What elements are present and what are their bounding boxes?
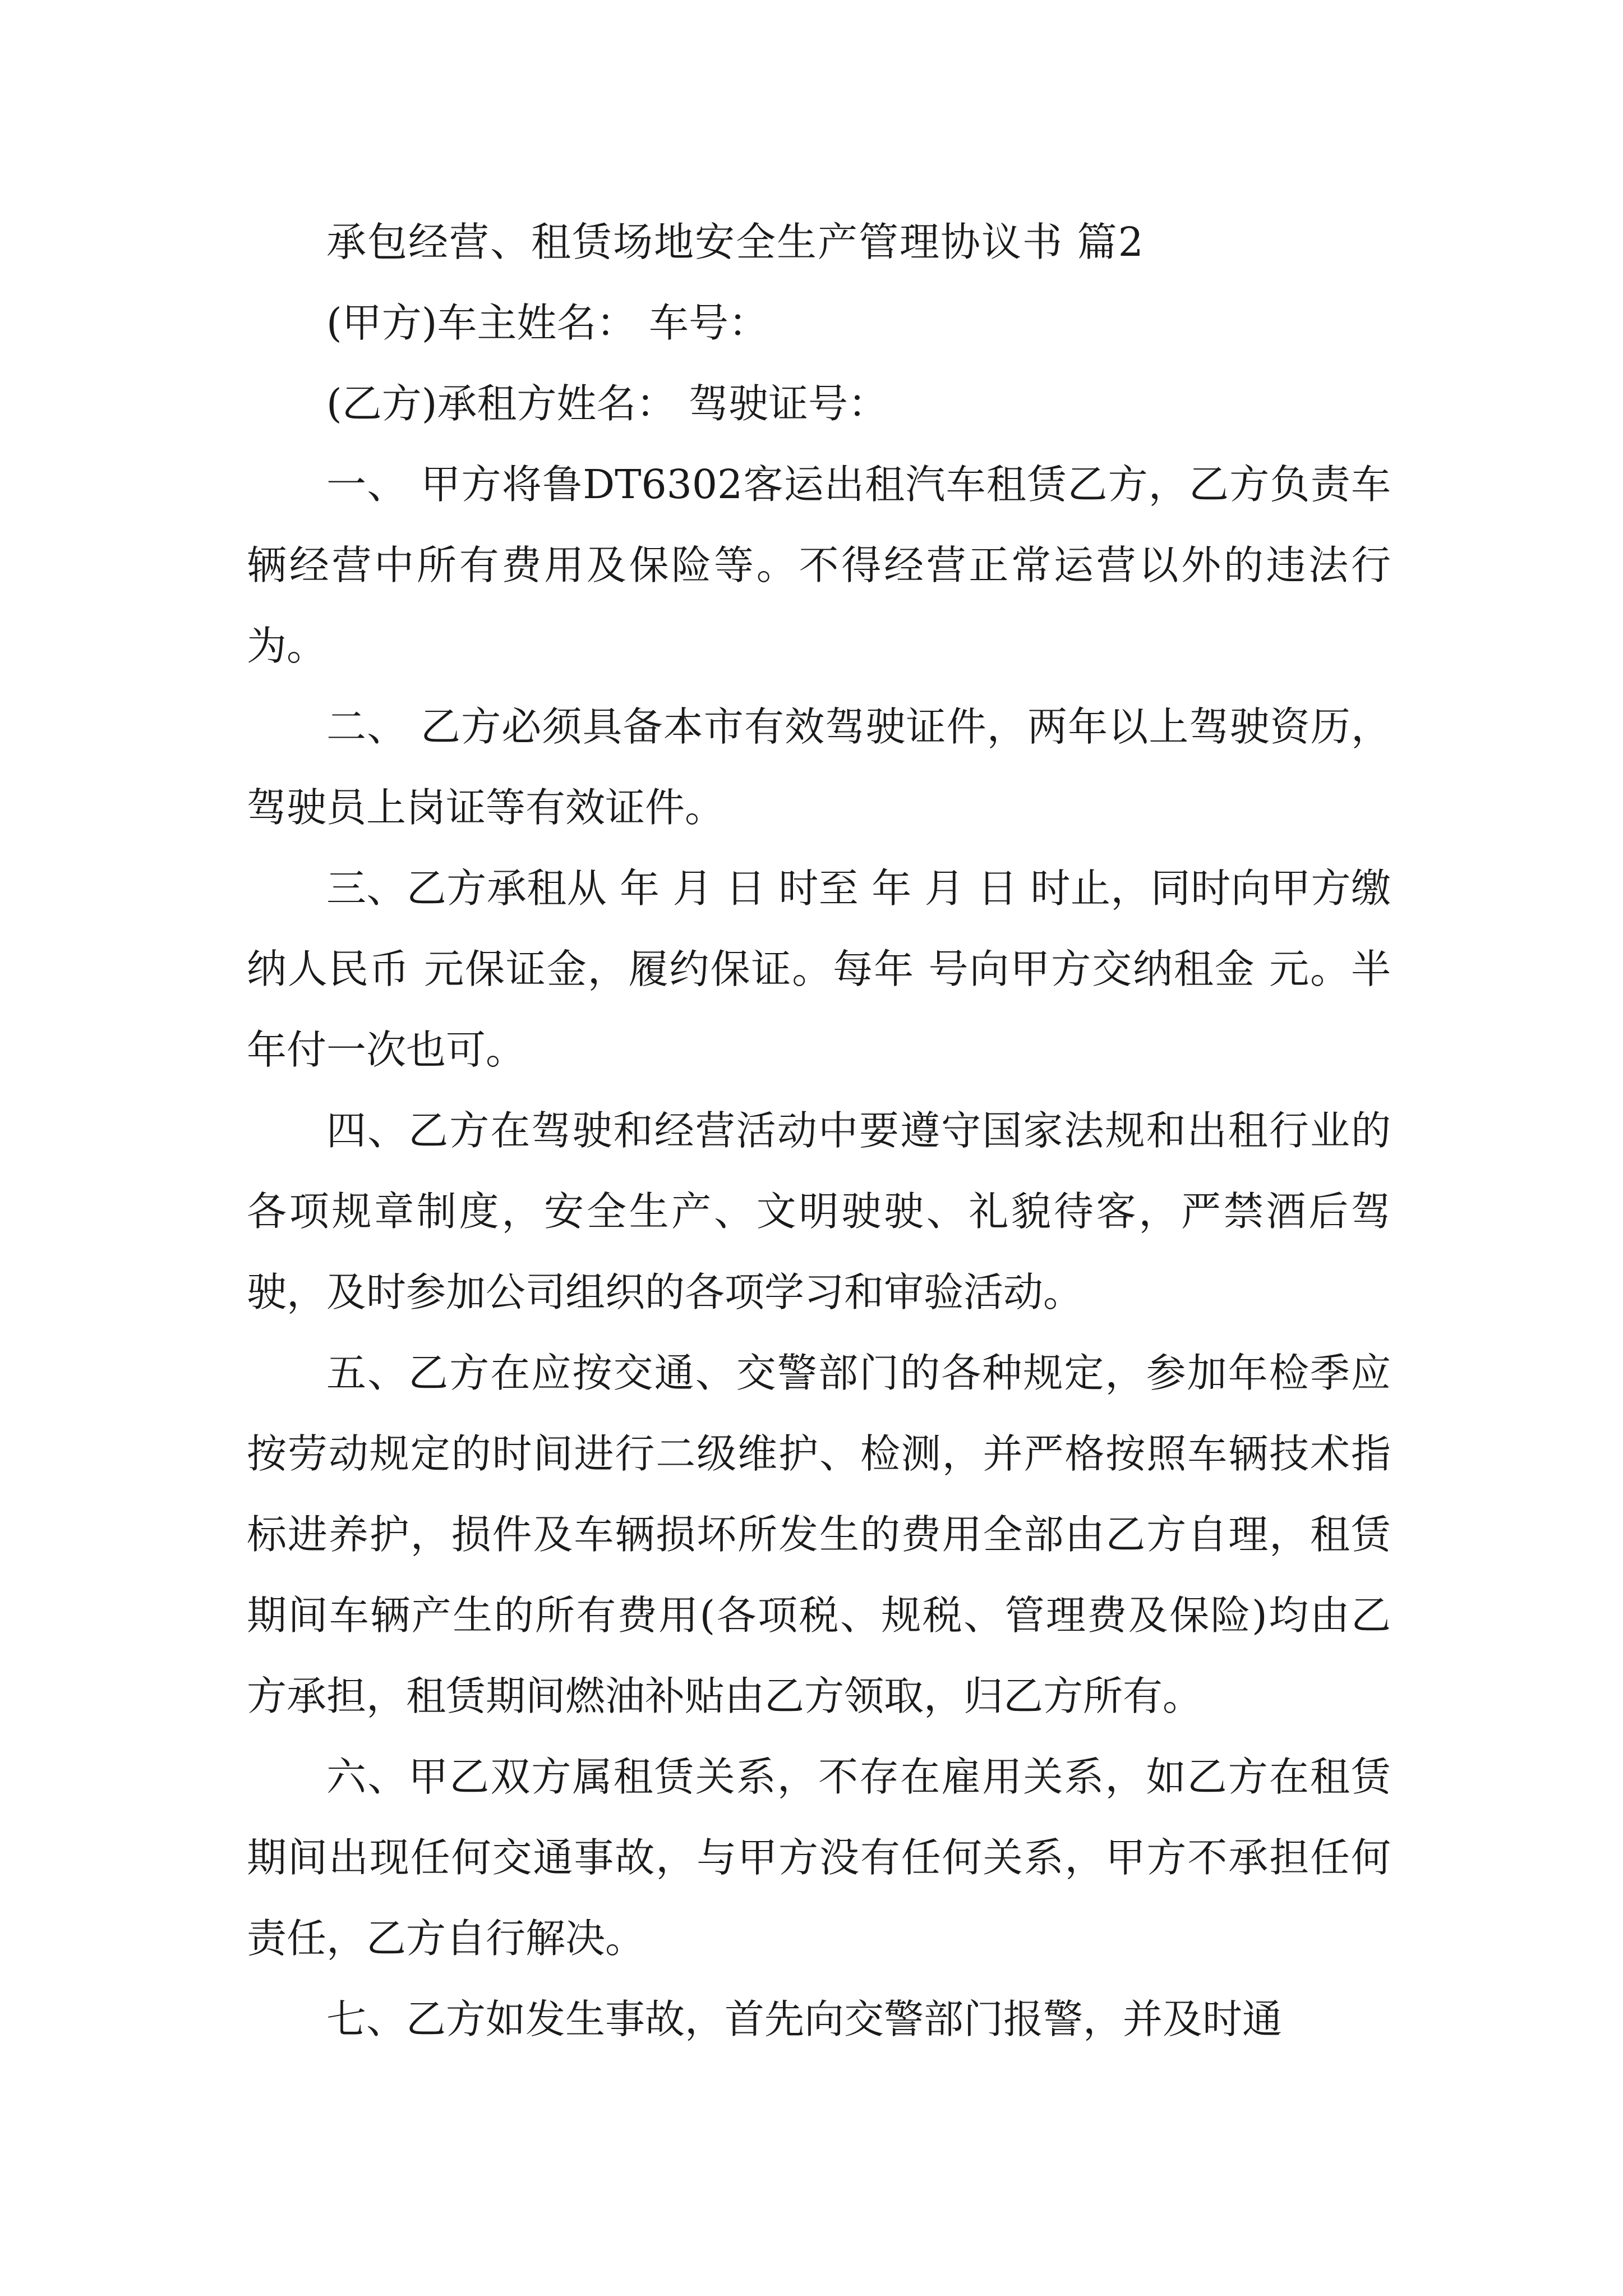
clause-5: 五、乙方在应按交通、交警部门的各种规定，参加年检季应按劳动规定的时间进行二级维护、检测，并严格按照车辆技术指标进养护，损件及车辆损坏所发生的费用全部由乙方自理，租赁期间车辆产生的所有费用(各项税、规税、管理费及保险)均由乙方承担，租赁期间燃油补贴由乙方领取，归乙方所有。 [247, 1350, 1391, 1719]
clause-4: 四、乙方在驾驶和经营活动中要遵守国家法规和出租行业的各项规章制度，安全生产、文明驶驶、礼貌待客，严禁酒后驾驶，及时参加公司组织的各项学习和审验活动。 [247, 1107, 1391, 1315]
document-title: 承包经营、租赁场地安全生产管理协议书 篇2 [326, 219, 1145, 265]
clause-2: 二、 乙方必须具备本市有效驾驶证件，两年以上驾驶资历，驾驶员上岗证等有效证件。 [247, 703, 1391, 831]
party-a-line: (甲方)车主姓名： 车号： [326, 300, 768, 346]
clause-7: 七、乙方如发生事故，首先向交警部门报警，并及时通 [326, 1996, 1283, 2042]
clause-6: 六、甲乙双方属租赁关系，不存在雇用关系，如乙方在租赁期间出现任何交通事故，与甲方没有任何关系，甲方不承担任何责任，乙方自行解决。 [247, 1754, 1391, 1962]
party-b-line: (乙方)承租方姓名： 驾驶证号： [326, 380, 888, 427]
clause-1: 一、 甲方将鲁DT6302客运出租汽车租赁乙方，乙方负责车辆经营中所有费用及保险等。不得经营正常运营以外的违法行为。 [247, 461, 1391, 669]
document-body [247, 202, 1391, 2060]
clause-3: 三、乙方承租从 年 月 日 时至 年 月 日 时止，同时向甲方缴纳人民币 元保证金，履约保证。每年 号向甲方交纳租金 元。半年付一次也可。 [247, 865, 1391, 1073]
